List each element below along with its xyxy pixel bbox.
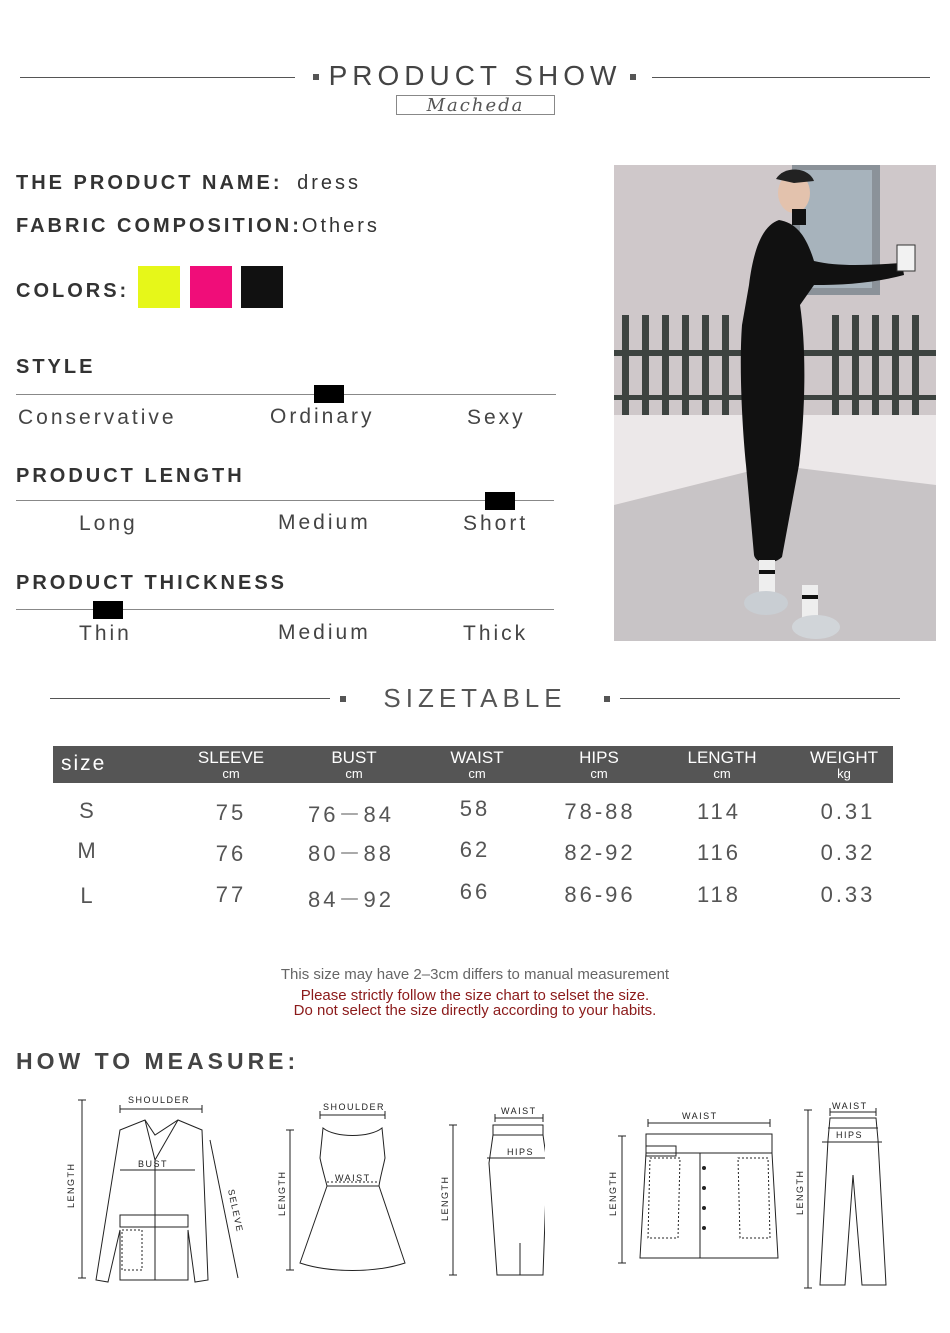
cell-bust: 84－92 xyxy=(308,887,394,912)
fabric-value: Others xyxy=(301,215,380,237)
style-label-ordinary: Ordinary xyxy=(270,405,375,428)
color-swatch-yellow[interactable] xyxy=(138,266,180,308)
pants-measure-diagram xyxy=(790,1100,900,1290)
coat-bust-label: BUST xyxy=(138,1159,169,1169)
row-size: L xyxy=(80,883,96,908)
row-size: M xyxy=(77,838,99,863)
col-length: LENGTH cm xyxy=(687,748,757,781)
cell-waist: 58 xyxy=(459,796,491,821)
colors-label: COLORS: xyxy=(16,280,130,302)
shorts-waist-label: WAIST xyxy=(682,1111,718,1121)
thickness-marker xyxy=(93,601,123,619)
cell-weight: 0.32 xyxy=(820,840,876,865)
dress-shoulder-label: SHOULDER xyxy=(323,1102,386,1112)
col-bust: BUST cm xyxy=(331,748,377,781)
skirt-length-label: LENGTH xyxy=(440,1175,450,1221)
style-label-conservative: Conservative xyxy=(18,406,177,429)
cell-length: 116 xyxy=(696,840,742,865)
size-chart-warning: Please strictly follow the size chart to selset the size. xyxy=(300,987,650,1004)
cell-waist: 62 xyxy=(459,837,491,862)
length-label-short: Short xyxy=(463,512,529,535)
length-title: PRODUCT LENGTH xyxy=(16,465,245,487)
col-weight: WEIGHT kg xyxy=(810,748,878,781)
style-scale-line xyxy=(16,394,556,395)
pants-length-label: LENGTH xyxy=(795,1169,805,1215)
sizetable-dot-right xyxy=(604,696,610,702)
measurement-note: This size may have 2–3cm differs to manual measurement xyxy=(280,966,670,983)
skirt-measure-diagram xyxy=(435,1103,545,1283)
thickness-label-medium: Medium xyxy=(278,621,371,644)
coat-shoulder-label: SHOULDER xyxy=(128,1095,191,1105)
cell-length: 114 xyxy=(696,799,742,824)
shorts-measure-diagram xyxy=(600,1108,780,1273)
header-dot-right xyxy=(630,74,636,80)
color-swatch-black[interactable] xyxy=(241,266,283,308)
page-title: PRODUCT SHOW xyxy=(328,60,622,91)
pants-waist-label: WAIST xyxy=(832,1101,868,1111)
coat-measure-diagram xyxy=(60,1090,250,1290)
length-scale-line xyxy=(16,500,554,501)
col-waist: WAIST cm xyxy=(450,748,504,781)
fabric-row xyxy=(16,215,380,238)
sizetable-rule-right xyxy=(620,698,900,699)
product-name-row xyxy=(16,172,361,195)
size-table-header xyxy=(53,746,893,783)
how-to-measure-title: HOW TO MEASURE: xyxy=(16,1048,300,1074)
row-size: S xyxy=(79,798,97,823)
cell-bust: 76－84 xyxy=(308,802,394,827)
thickness-title: PRODUCT THICKNESS xyxy=(16,572,288,594)
thickness-label-thick: Thick xyxy=(463,622,529,645)
pants-hips-label: HIPS xyxy=(836,1130,864,1140)
cell-hips: 86-96 xyxy=(564,882,636,907)
product-name-value: dress xyxy=(297,172,362,194)
cell-sleeve: 76 xyxy=(215,841,247,866)
dress-measure-diagram xyxy=(275,1098,420,1278)
cell-waist: 66 xyxy=(459,879,491,904)
colors-row xyxy=(16,280,129,303)
sizetable-title: SIZETABLE xyxy=(383,683,567,713)
col-sleeve: SLEEVE cm xyxy=(197,748,265,781)
cell-length: 118 xyxy=(696,882,742,907)
cell-hips: 78-88 xyxy=(564,799,636,824)
size-column-header: size xyxy=(61,752,107,775)
header-rule-right xyxy=(652,77,930,78)
product-photo xyxy=(614,165,936,641)
col-hips: HIPS cm xyxy=(579,748,619,781)
coat-sleeve-label: SELEVE xyxy=(226,1188,245,1234)
dress-length-label: LENGTH xyxy=(277,1170,287,1216)
cell-weight: 0.33 xyxy=(820,882,876,907)
product-photo-illustration xyxy=(614,165,936,641)
coat-length-label: LENGTH xyxy=(66,1162,76,1208)
cell-hips: 82-92 xyxy=(564,840,636,865)
color-swatch-pink[interactable] xyxy=(190,266,232,308)
skirt-waist-label: WAIST xyxy=(501,1106,537,1116)
style-marker xyxy=(314,385,344,403)
thickness-label-thin: Thin xyxy=(79,622,132,645)
habit-warning: Do not select the size directly according to your habits. xyxy=(293,1002,657,1019)
brand-logo: Macheda xyxy=(396,95,555,115)
cell-sleeve: 77 xyxy=(215,882,247,907)
cell-weight: 0.31 xyxy=(820,799,876,824)
length-label-medium: Medium xyxy=(278,511,371,534)
length-marker xyxy=(485,492,515,510)
style-label-sexy: Sexy xyxy=(467,406,526,429)
shorts-length-label: LENGTH xyxy=(608,1170,618,1216)
fabric-label: FABRIC COMPOSITION: xyxy=(16,215,302,237)
length-label-long: Long xyxy=(79,512,138,535)
cell-bust: 80－88 xyxy=(308,841,394,866)
cell-sleeve: 75 xyxy=(215,800,247,825)
skirt-hips-label: HIPS xyxy=(507,1147,535,1157)
dress-waist-label: WAIST xyxy=(335,1173,371,1183)
style-title: STYLE xyxy=(16,356,96,378)
product-name-label: THE PRODUCT NAME: xyxy=(16,172,283,194)
